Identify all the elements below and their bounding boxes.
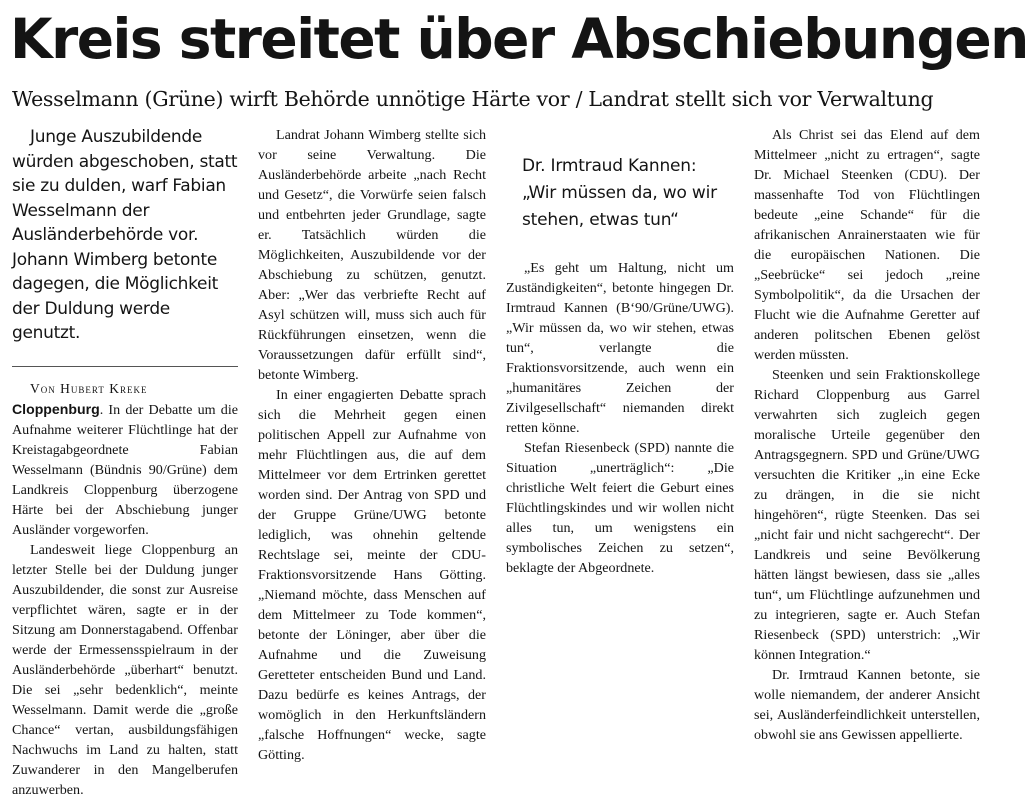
page-edge [0,770,1000,781]
pull-quote-author: Dr. Irmtraud Kannen: [522,156,697,176]
article-paragraph-3: Landrat Johann Wimberg stellte sich vor seine Verwaltung. Die Ausländerbehörde arbeite „nach Recht und Gesetz“, die Vorwürfe seien falsch und entbehrten jeder Grundlage, sagte er. Tatsächlich würden die Möglichkeiten, Auszubildende vor der Abschiebung zu schützen, genutzt. Aber: „Wer das verbriefte Recht auf Asyl schützen will, muss sich auch für Rückführungen einsetzen, wenn die Voraussetzungen dafür erfüllt sind“, betonte Wimberg. [258,127,486,383]
headline: Kreis streitet über Abschiebungen [10,7,1028,71]
article-paragraph-4: In einer engagierten Debatte sprach sich die Mehrheit gegen einen politischen Appell zur Aufnahme von mehr Flüchtlingen aus, die auf dem Mittelmeer vor dem Ertrinken gerettet worden sind. Der Antrag von SPD und der Gruppe Grüne/UWG betonte lediglich, was ohnehin geltende Rechtslage sei, meinte der CDU-Fraktionsvorsitzende Hans Götting. „Niemand möchte, dass Menschen auf dem Mittelmeer zu Tode kommen“, betonte der Löninger, aber über die Aufnahme und die Zuweisung Geretteter entscheiden Bund und Land. Dazu bedürfe es keines Antrags, der womöglich in den Herkunftsländern „falsche Hoffnungen“ wecke, sagte Götting. [258,387,486,763]
article-paragraph-8: Steenken und sein Fraktionskollege Richard Cloppenburg aus Garrel verwahrten sich zugleich gegen moralische Urteile gegenüber den Antragsgegnern. SPD und Grüne/UWG versuchten die Kritiker „in eine Ecke zu drängen, in die sie nicht hingehören“, rügte Steenken. Das sei „nicht fair und nicht sachgerecht“. Der Landkreis und seine Bevölkerung hätten längst bewiesen, dass sie „alles tun“, um Flüchtlinge aufzunehmen und zu integrieren, sagte er. Auch Stefan Riesenbeck (SPD) unterstrich: „Wir können Integration.“ [754,367,980,663]
column-1 [12,125,238,798]
article-paragraph-5: „Es geht um Haltung, nicht um Zuständigkeiten“, betonte hingegen Dr. Irmtraud Kannen (B‘90/Grüne/UWG). „Wir müssen da, wo wir stehen, etwas tun“, verlangte die Fraktionsvorsitzende, auch wenn ein „humanitäres Zeichen der Zivilgesellschaft“ niemanden direkt retten könne. [506,260,734,436]
pull-quote [522,153,734,234]
column-4 [754,125,980,745]
pull-quote-text: „Wir müssen da, wo wir stehen, etwas tun“ [522,183,717,230]
article-paragraph-6: Stefan Riesenbeck (SPD) nannte die Situation „unerträglich“: „Die christliche Welt feiert die Geburt eines Flüchtlingskindes und wir wollen nicht alles tun, um wenigstens ein symbolisches Zeichen zu setzen“, beklagte der Abgeordnete. [506,440,734,576]
article-paragraph-7: Als Christ sei das Elend auf dem Mittelmeer „nicht zu ertragen“, sagte Dr. Michael Steenken (CDU). Der massenhafte Tod von Flüchtlingen bedeute „eine Schande“ für die afrikanischen Anrainerstaaten wie für die europäischen Nationen. Die „Seebrücke“ sei jedoch „reine Symbolpolitik“, da die Ursachen der Flucht wie die Aufnahme Geretter auf anderen politschen Ebenen gelöst werden müssten. [754,127,980,363]
byline: Von Hubert Kreke [30,380,148,396]
column-3 [506,125,734,578]
subtitle: Wesselmann (Grüne) wirft Behörde unnötige Härte vor / Landrat stellt sich vor Verwaltung [12,87,934,111]
paragraph-text: . In der Debatte um die Aufnahme weiterer Flüchtlinge hat der Kreistagabgeordnete Fabian Wesselmann (Bündnis 90/Grüne) dem Landkreis Cloppenburg überzogene Härte bei der Abschiebung junger Ausländer vorgeworfen. [12,401,238,538]
divider [12,366,238,367]
article-paragraph-9: Dr. Irmtraud Kannen betonte, sie wolle niemandem, der anderer Ansicht sei, Ausländerfeindlichkeit unterstellen, obwohl sie ans Gewissen appellierte. [754,667,980,743]
article-paragraph-1 [12,399,238,540]
column-2 [258,125,486,765]
dateline: Cloppenburg [12,400,100,417]
article-paragraph-2: Landesweit liege Cloppenburg an letzter Stelle bei der Duldung junger Auszubildender, die sonst zur Ausreise verpflichtet wären, sagte er in der Sitzung am Donnerstagabend. Offenbar werde der Ermessensspielraum in der Ausländerbehörde „überhart“ benutzt. Die sei „sehr bedenklich“, meinte Wesselmann. Damit werde die „große Chance“ vertan, ausbildungsfähigen Nachwuchs im Land zu halten, statt Zuwanderer in den Mangelberufen anzuwerben. [12,541,238,798]
lead-paragraph: Junge Auszubildende würden abgeschoben, statt sie zu dulden, warf Fabian Wesselmann der Ausländerbehörde vor. Johann Wimberg betonte dagegen, die Möglichkeit der Duldung werde genutzt. [12,127,238,343]
